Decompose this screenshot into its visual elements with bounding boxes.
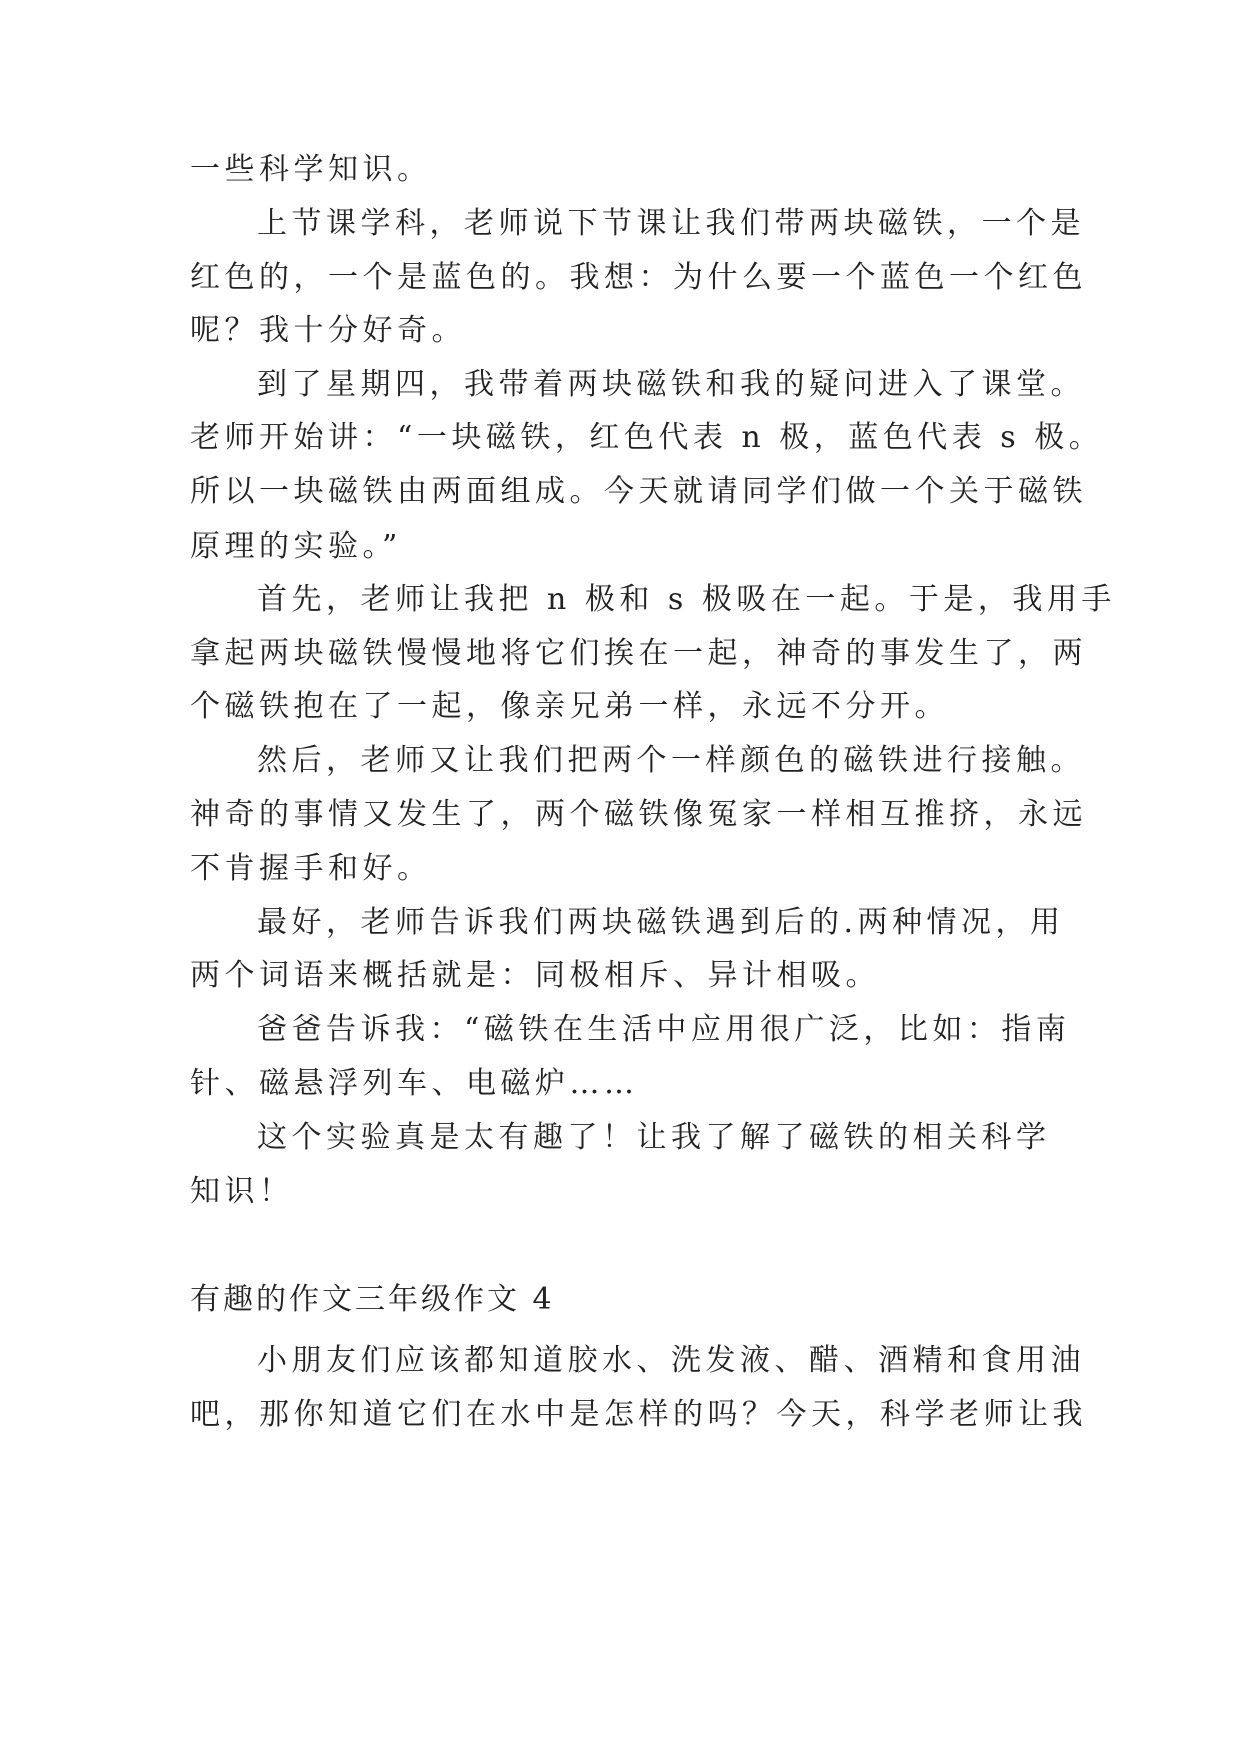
section-heading: 有趣的作文三年级作文 4 (190, 1282, 555, 1317)
text-line: 到了星期四，我带着两块磁铁和我的疑问进入了课堂。 (257, 367, 1085, 402)
text-line: 吧，那你知道它们在水中是怎样的吗？今天，科学老师让我 (190, 1397, 1087, 1432)
text-line: 一些科学知识。 (190, 152, 432, 187)
text-line: 两个词语来概括就是：同极相斥、异计相吸。 (190, 958, 880, 993)
text-line: 然后，老师又让我们把两个一样颜色的磁铁进行接触。 (257, 743, 1085, 778)
text-line: 原理的实验。” (190, 529, 402, 564)
text-line: 不肯握手和好。 (190, 851, 432, 886)
text-line: 这个实验真是太有趣了！让我了解了磁铁的相关科学 (257, 1120, 1051, 1155)
text-line: 上节课学科，老师说下节课让我们带两块磁铁，一个是 (257, 206, 1085, 241)
text-line: 知识！ (190, 1174, 294, 1209)
text-line: 个磁铁抱在了一起，像亲兄弟一样，永远不分开。 (190, 689, 949, 724)
text-line: 老师开始讲：“一块磁铁，红色代表 n 极，蓝色代表 s 极。 (190, 420, 1104, 455)
text-line: 呢？我十分好奇。 (190, 313, 466, 348)
text-line: 首先，老师让我把 n 极和 s 极吸在一起。于是，我用手 (257, 582, 1116, 617)
text-line: 爸爸告诉我：“磁铁在生活中应用很广泛，比如：指南 (257, 1012, 1071, 1047)
text-line: 红色的，一个是蓝色的。我想：为什么要一个蓝色一个红色 (190, 260, 1087, 295)
text-line: 针、磁悬浮列车、电磁炉…… (190, 1066, 639, 1101)
text-line: 拿起两块磁铁慢慢地将它们挨在一起，神奇的事发生了，两 (190, 636, 1087, 671)
text-line: 最好，老师告诉我们两块磁铁遇到后的.两种情况，用 (257, 905, 1065, 940)
text-line: 所以一块磁铁由两面组成。今天就请同学们做一个关于磁铁 (190, 474, 1087, 509)
text-line: 神奇的事情又发生了，两个磁铁像冤家一样相互推挤，永远 (190, 797, 1087, 832)
text-line: 小朋友们应该都知道胶水、洗发液、醋、酒精和食用油 (257, 1343, 1085, 1378)
